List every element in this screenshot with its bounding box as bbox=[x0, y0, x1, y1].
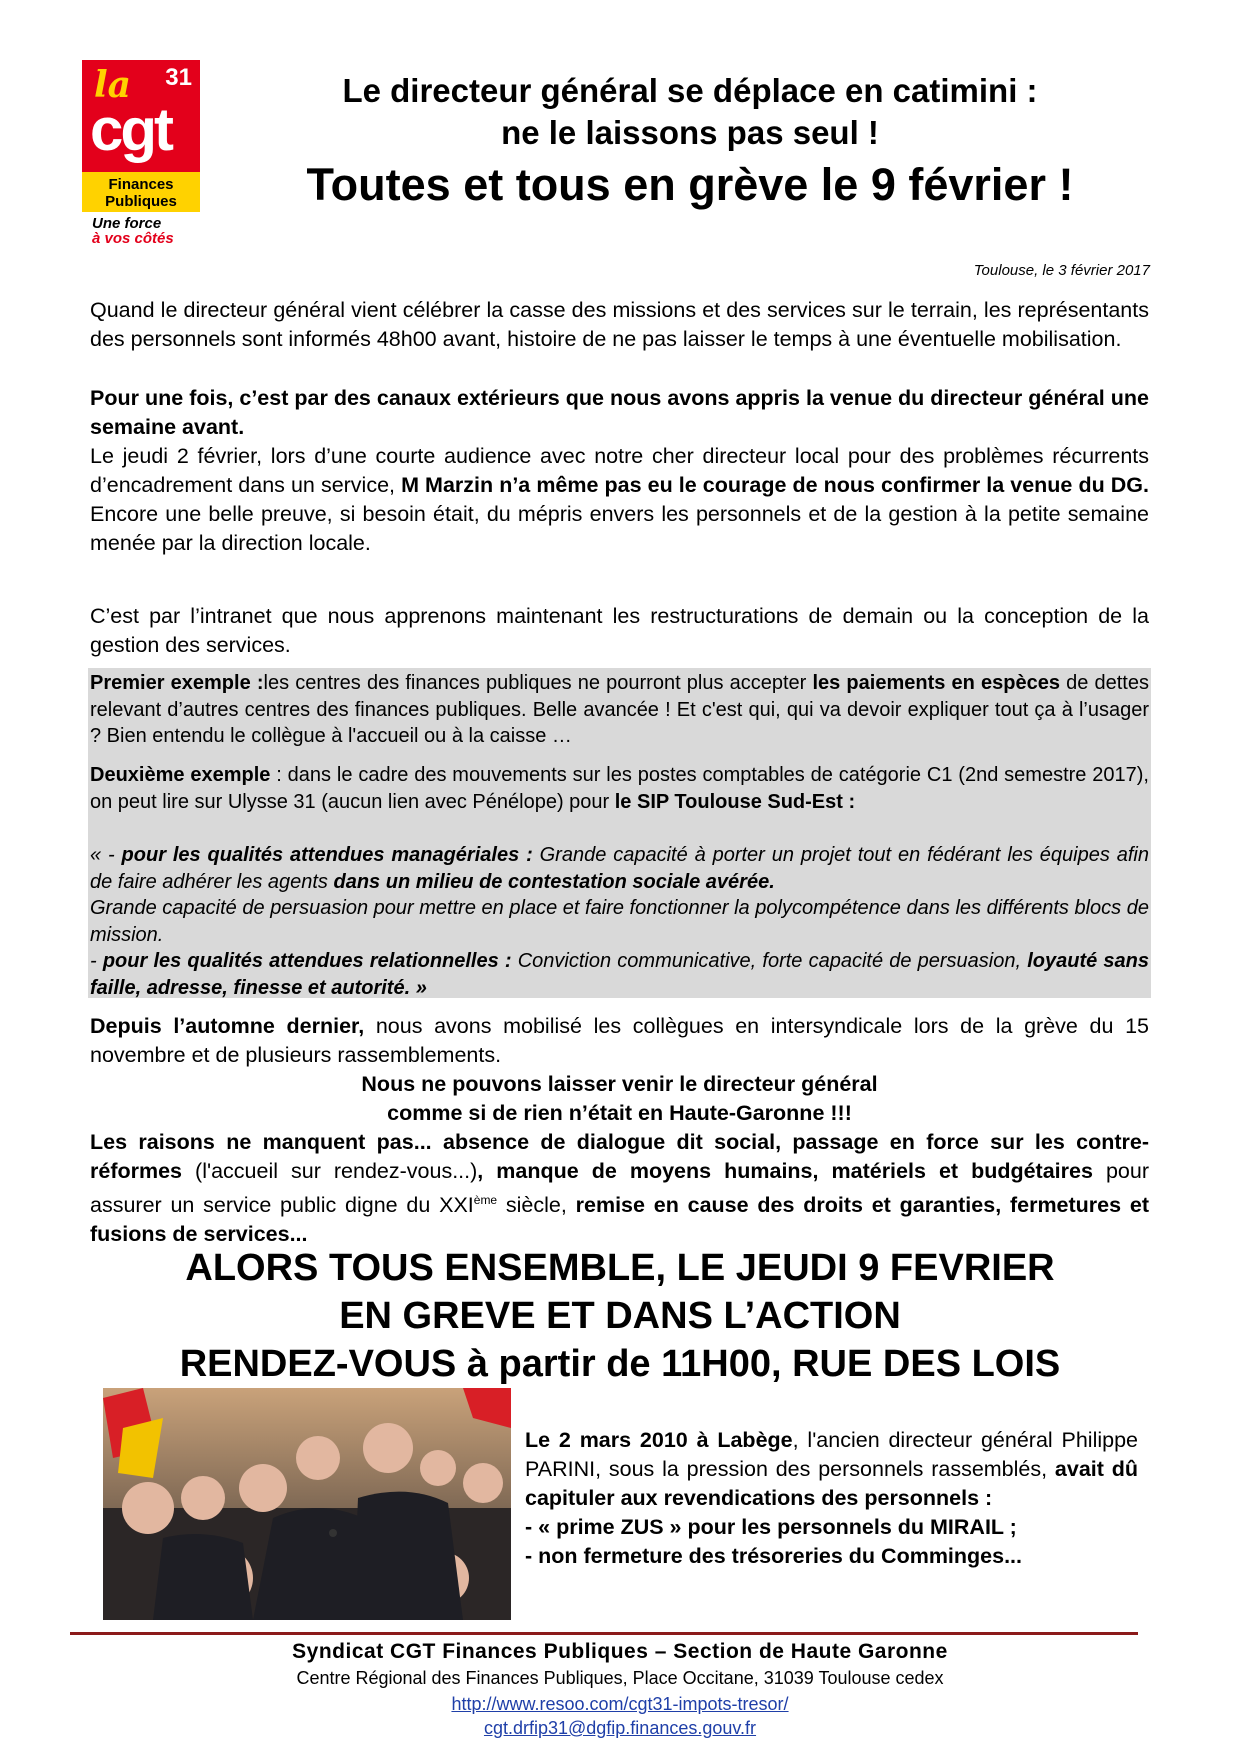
email-link[interactable]: cgt.drfip31@dgfip.finances.gouv.fr bbox=[483, 1718, 757, 1738]
text-span: : dans le cadre des mouvements sur les postes comptables de catégorie C1 (2nd semestre 2017), on peut lire sur Ulysse 31 (aucun lien avec Pénélope) pour bbox=[90, 764, 1149, 813]
logo-la: la bbox=[94, 64, 132, 106]
centered-line2: comme si de rien n’était en Haute-Garonne !!! bbox=[387, 1101, 852, 1125]
text-span: (l'accueil sur rendez-vous...) bbox=[182, 1159, 478, 1183]
text-span: nous avons mobilisé les collègues en intersyndicale lors de la grève du 15 novembre et de plusieurs rassemblements. bbox=[90, 1014, 1150, 1067]
footer-url bbox=[0, 1694, 1240, 1715]
paragraph-mobilisation bbox=[90, 1012, 1149, 1070]
headline-line1: Le directeur général se déplace en catimini : bbox=[342, 72, 1038, 109]
text-span: Les raisons ne manquent pas... absence de dialogue dit social, passage en force sur les contre-réformes bbox=[90, 1130, 1149, 1183]
text-span: Le jeudi 2 février, lors d’une courte audience avec notre cher directeur local pour des problèmes récurrents d’encadrement dans un service, bbox=[90, 444, 1149, 497]
text-span: Encore une belle preuve, si besoin était, du mépris envers les personnels et de la gestion à la petite semaine menée par la direction locale. bbox=[90, 502, 1149, 555]
text-span: - bbox=[90, 950, 103, 972]
centered-line1: Nous ne pouvons laisser venir le directeur général bbox=[361, 1072, 878, 1096]
crowd-photo bbox=[103, 1388, 511, 1620]
logo-red-block bbox=[82, 60, 200, 172]
bold-span: Depuis l’automne dernier, bbox=[90, 1014, 365, 1038]
superscript: ème bbox=[473, 1193, 498, 1207]
paragraph-announcement: Pour une fois, c’est par des canaux extérieurs que nous avons appris la venue du directeur général une semaine avant. bbox=[90, 386, 1149, 439]
example-quote bbox=[90, 842, 1149, 1001]
bold-span: dans un milieu de contestation sociale avérée. bbox=[333, 870, 775, 893]
call-line1: ALORS TOUS ENSEMBLE, LE JEUDI 9 FEVRIER bbox=[185, 1247, 1055, 1289]
cgt-logo bbox=[82, 60, 202, 255]
bold-span: les paiements en espèces bbox=[812, 672, 1060, 694]
bold-span: avait dû capituler aux revendications des personnels : bbox=[525, 1457, 1139, 1510]
bold-span: - non fermeture des trésoreries du Comminges... bbox=[525, 1544, 1023, 1568]
text-span: remise en cause des droits et garanties, fermetures et fusions de services... bbox=[90, 1193, 1149, 1247]
text-span: les centres des finances publiques ne pourront plus accepter bbox=[263, 672, 813, 694]
text-span: Grande capacité à porter un projet tout en fédérant les équipes afin de faire adhérer les agents bbox=[90, 844, 1149, 893]
footer-email bbox=[0, 1718, 1240, 1739]
logo-number: 31 bbox=[165, 64, 192, 91]
logo-line2: Publiques bbox=[105, 193, 177, 210]
bold-span: Deuxième exemple bbox=[90, 764, 271, 786]
text-span: Grande capacité de persuasion pour mettre en place et faire fonctionner la polycompétence dans les différents blocs de mission. bbox=[90, 897, 1149, 946]
website-link[interactable]: http://www.resoo.com/cgt31-impots-tresor/ bbox=[451, 1694, 789, 1714]
text-span: siècle, bbox=[497, 1193, 576, 1218]
paragraph-audience bbox=[90, 442, 1149, 558]
footer-address: Centre Régional des Finances Publiques, Place Occitane, 31039 Toulouse cedex bbox=[296, 1668, 944, 1688]
logo-line1: Finances bbox=[108, 176, 174, 193]
logo-tag1: Une force bbox=[92, 215, 162, 232]
text-span: Conviction communicative, forte capacité de persuasion, bbox=[511, 950, 1028, 972]
footer-organisation: Syndicat CGT Finances Publiques – Section de Haute Garonne bbox=[292, 1640, 948, 1663]
headline-line2: ne le laissons pas seul ! bbox=[501, 114, 879, 151]
bold-span: le SIP Toulouse Sud-Est : bbox=[614, 790, 856, 813]
call-line3: RENDEZ-VOUS à partir de 11H00, RUE DES LOIS bbox=[179, 1343, 1061, 1385]
paragraph-labege bbox=[525, 1426, 1138, 1571]
document-date: Toulouse, le 3 février 2017 bbox=[973, 262, 1150, 279]
text-span: de dettes relevant d’autres centres des finances publiques. Belle avancée ! Et c'est qui, qui va devoir expliquer tout ça à l’usager ? Bien entendu le collègue à l'accueil ou à la caisse … bbox=[90, 672, 1149, 747]
crowd-photo-image bbox=[103, 1388, 511, 1620]
text-span: , manque de moyens humains, matériels et budgétaires bbox=[477, 1159, 1093, 1183]
bold-span: Premier exemple : bbox=[90, 672, 264, 694]
text-span: pour assurer un service public digne du XXI bbox=[90, 1159, 1149, 1218]
bold-span: pour les qualités attendues managériales : bbox=[121, 844, 533, 866]
bold-span: Le 2 mars 2010 à Labège bbox=[525, 1428, 793, 1452]
example-two bbox=[90, 762, 1149, 815]
paragraph-intro: Quand le directeur général vient célébrer la casse des missions et des services sur le terrain, les représentants des personnels sont informés 48h00 avant, histoire de ne pas laisser le temps à une éventuelle mobilisation. bbox=[90, 298, 1149, 351]
bold-span: - « prime ZUS » pour les personnels du MIRAIL ; bbox=[525, 1515, 1017, 1539]
footer-rule bbox=[70, 1632, 1138, 1635]
centered-statement bbox=[90, 1070, 1149, 1128]
headline-main: Toutes et tous en grève le 9 février ! bbox=[306, 159, 1074, 210]
text-span: , l'ancien directeur général Philippe PARINI, sous la pression des personnels rassemblés, bbox=[525, 1428, 1138, 1481]
call-line2: EN GREVE ET DANS L’ACTION bbox=[339, 1295, 901, 1337]
bold-span: pour les qualités attendues relationnelles : bbox=[102, 950, 512, 972]
text-span: « - bbox=[90, 844, 122, 866]
paragraph-intranet: C’est par l’intranet que nous apprenons maintenant les restructurations de demain ou la conception de la gestion des services. bbox=[90, 604, 1149, 657]
logo-cgt: cgt bbox=[90, 96, 171, 163]
bold-span: M Marzin n’a même pas eu le courage de nous confirmer la venue du DG. bbox=[401, 473, 1149, 497]
paragraph-reasons bbox=[90, 1128, 1149, 1249]
logo-yellow-block bbox=[82, 172, 200, 212]
example-one bbox=[90, 670, 1149, 750]
logo-tag2: à vos côtés bbox=[92, 230, 174, 247]
bold-span: loyauté sans faille, adresse, finesse et autorité. » bbox=[90, 950, 1149, 999]
logo-tagline bbox=[92, 216, 174, 246]
